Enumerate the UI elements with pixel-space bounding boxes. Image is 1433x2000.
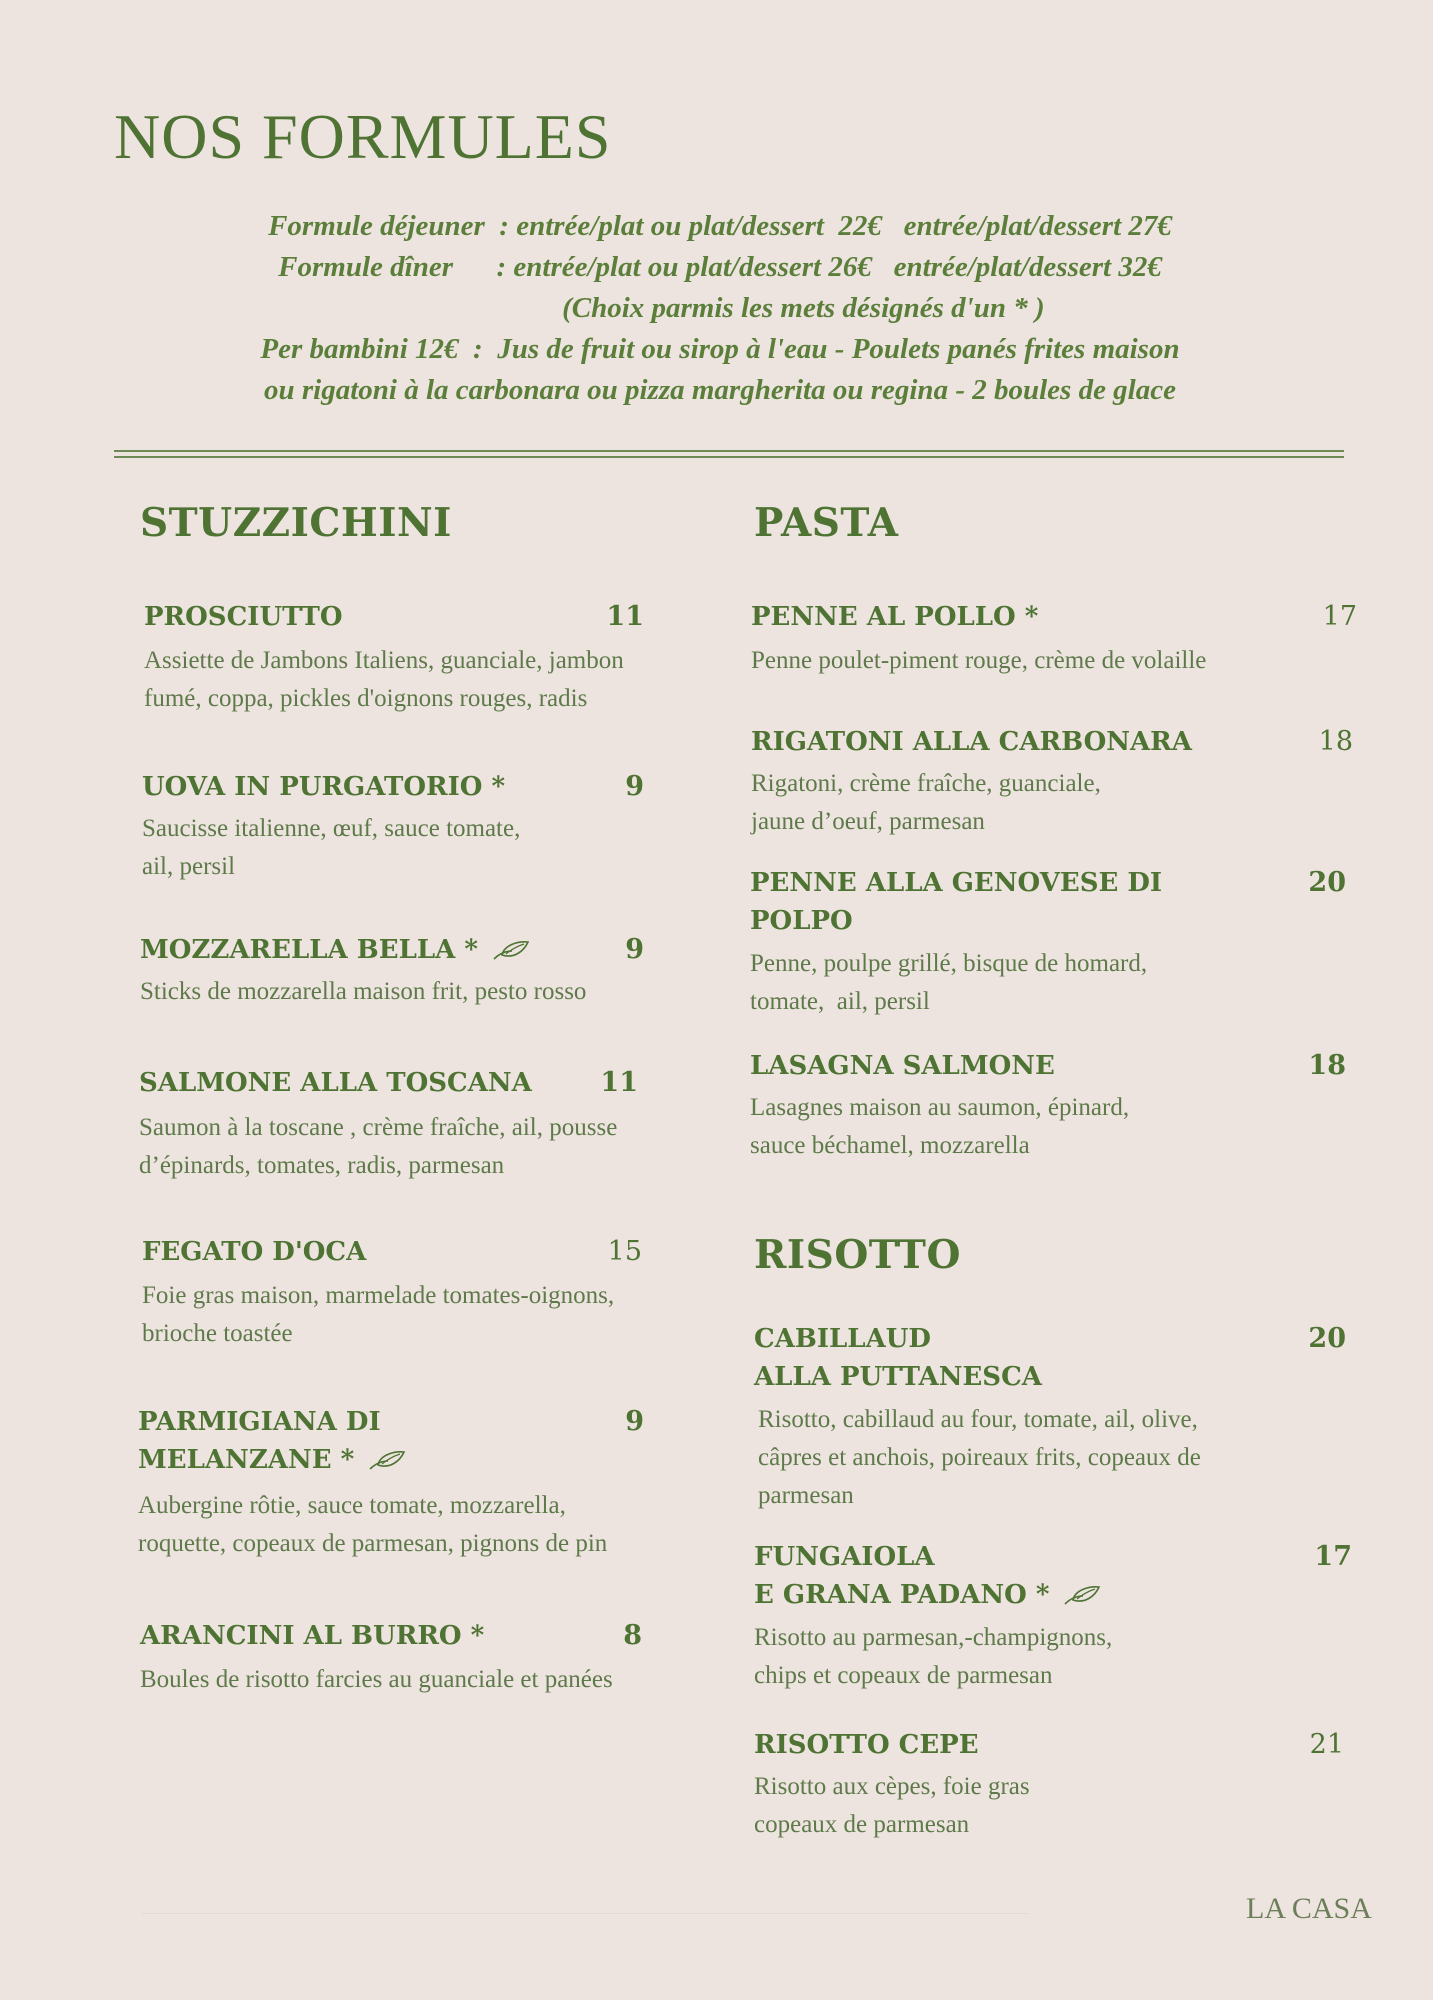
- item-name: RISOTTO CEPE: [754, 1730, 979, 1760]
- divider-top: [114, 450, 1344, 452]
- item-desc: Sticks de mozzarella maison frit, pesto rosso: [140, 978, 587, 1005]
- brand-name: LA CASA: [1246, 1892, 1372, 1925]
- item-desc: chips et copeaux de parmesan: [754, 1662, 1053, 1689]
- item-desc: copeaux de parmesan: [754, 1811, 970, 1838]
- item-name: LASAGNA SALMONE: [750, 1051, 1055, 1081]
- item-price: 9: [625, 934, 644, 965]
- item-price: 20: [1308, 1323, 1346, 1354]
- formule-note: (Choix parmis les mets désignés d'un * ): [395, 292, 1045, 324]
- item-price: 17: [1322, 601, 1357, 632]
- item-name: E GRANA PADANO *: [754, 1580, 1050, 1610]
- item-name: MELANZANE *: [138, 1445, 355, 1475]
- item-price: 20: [1308, 867, 1346, 898]
- item-name: PARMIGIANA DI: [138, 1407, 381, 1437]
- item-price: 18: [1308, 1050, 1346, 1081]
- item-desc: Risotto, cabillaud au four, tomate, ail, olive,: [758, 1406, 1198, 1433]
- item-desc: Risotto au parmesan,-champignons,: [754, 1624, 1113, 1651]
- vegetarian-leaf-icon: [490, 939, 532, 963]
- section-title-risotto: RISOTTO: [754, 1232, 961, 1278]
- item-desc: Saucisse italienne, œuf, sauce tomate,: [142, 815, 521, 842]
- formule-dejeuner: Formule déjeuner : entrée/plat ou plat/dessert 22€ entrée/plat/dessert 27€: [268, 210, 1172, 242]
- item-desc: roquette, copeaux de parmesan, pignons de pin: [138, 1530, 608, 1557]
- item-name: CABILLAUD: [754, 1324, 931, 1354]
- item-name: FUNGAIOLA: [754, 1542, 935, 1572]
- section-title-stuzzichini: STUZZICHINI: [140, 500, 452, 546]
- item-price: 11: [600, 1067, 638, 1098]
- page-title: NOS FORMULES: [114, 101, 612, 172]
- item-desc: Penne poulet-piment rouge, crème de volaille: [751, 647, 1207, 674]
- item-desc: tomate, ail, persil: [750, 988, 930, 1015]
- item-price: 21: [1309, 1729, 1344, 1760]
- item-desc: Boules de risotto farcies au guanciale et panées: [140, 1666, 613, 1693]
- item-price: 8: [623, 1620, 642, 1651]
- formule-diner: Formule dîner : entrée/plat ou plat/dessert 26€ entrée/plat/dessert 32€: [278, 251, 1162, 283]
- item-desc: Lasagnes maison au saumon, épinard,: [750, 1094, 1130, 1121]
- item-name: PROSCIUTTO: [144, 602, 343, 632]
- item-price: 9: [625, 1406, 644, 1437]
- divider-bottom: [114, 456, 1344, 458]
- item-desc: Penne, poulpe grillé, bisque de homard,: [750, 950, 1148, 977]
- item-name-row: [140, 931, 532, 969]
- item-price: 11: [606, 601, 644, 632]
- item-desc: Risotto aux cèpes, foie gras: [754, 1773, 1030, 1800]
- item-name: PENNE AL POLLO *: [751, 602, 1039, 632]
- item-desc: jaune d’oeuf, parmesan: [751, 808, 985, 835]
- item-name: POLPO: [750, 906, 853, 936]
- item-name: FEGATO D'OCA: [142, 1237, 367, 1267]
- item-name: ARANCINI AL BURRO *: [140, 1621, 485, 1651]
- formules-block: [200, 206, 1240, 411]
- item-name: RIGATONI ALLA CARBONARA: [751, 727, 1192, 757]
- item-desc: sauce béchamel, mozzarella: [750, 1132, 1030, 1159]
- item-name-row: [138, 1441, 408, 1479]
- item-price: 18: [1318, 726, 1353, 757]
- section-title-pasta: PASTA: [754, 500, 899, 546]
- item-name: SALMONE ALLA TOSCANA: [139, 1068, 532, 1098]
- item-price: 9: [625, 771, 644, 802]
- item-desc: Assiette de Jambons Italiens, guanciale, jambon: [144, 647, 624, 674]
- item-desc: Aubergine rôtie, sauce tomate, mozzarella,: [138, 1492, 566, 1519]
- item-desc: Saumon à la toscane , crème fraîche, ail, pousse: [139, 1114, 618, 1141]
- item-desc: ail, persil: [142, 853, 236, 880]
- item-desc: câpres et anchois, poireaux frits, copeaux de: [758, 1444, 1201, 1471]
- item-name: PENNE ALLA GENOVESE DI: [750, 868, 1163, 898]
- item-price: 15: [607, 1236, 642, 1267]
- vegetarian-leaf-icon: [1061, 1584, 1103, 1608]
- item-name-row: [754, 1576, 1103, 1614]
- formule-bambini-line2: ou rigatoni à la carbonara ou pizza margherita ou regina - 2 boules de glace: [264, 374, 1176, 406]
- item-desc: fumé, coppa, pickles d'oignons rouges, radis: [144, 685, 588, 712]
- item-name: UOVA IN PURGATORIO *: [142, 772, 506, 802]
- formule-bambini-line1: Per bambini 12€ : Jus de fruit ou sirop à l'eau - Poulets panés frites maison: [260, 333, 1180, 365]
- item-desc: parmesan: [758, 1482, 854, 1509]
- item-price: 17: [1314, 1541, 1352, 1572]
- vegetarian-leaf-icon: [366, 1449, 408, 1473]
- item-desc: brioche toastée: [142, 1320, 293, 1347]
- item-desc: Rigatoni, crème fraîche, guanciale,: [751, 770, 1101, 797]
- footer-divider: [142, 1913, 1027, 1914]
- item-name: ALLA PUTTANESCA: [754, 1362, 1042, 1392]
- item-desc: Foie gras maison, marmelade tomates-oignons,: [142, 1282, 615, 1309]
- item-name: MOZZARELLA BELLA *: [140, 935, 478, 965]
- item-desc: d’épinards, tomates, radis, parmesan: [139, 1152, 505, 1179]
